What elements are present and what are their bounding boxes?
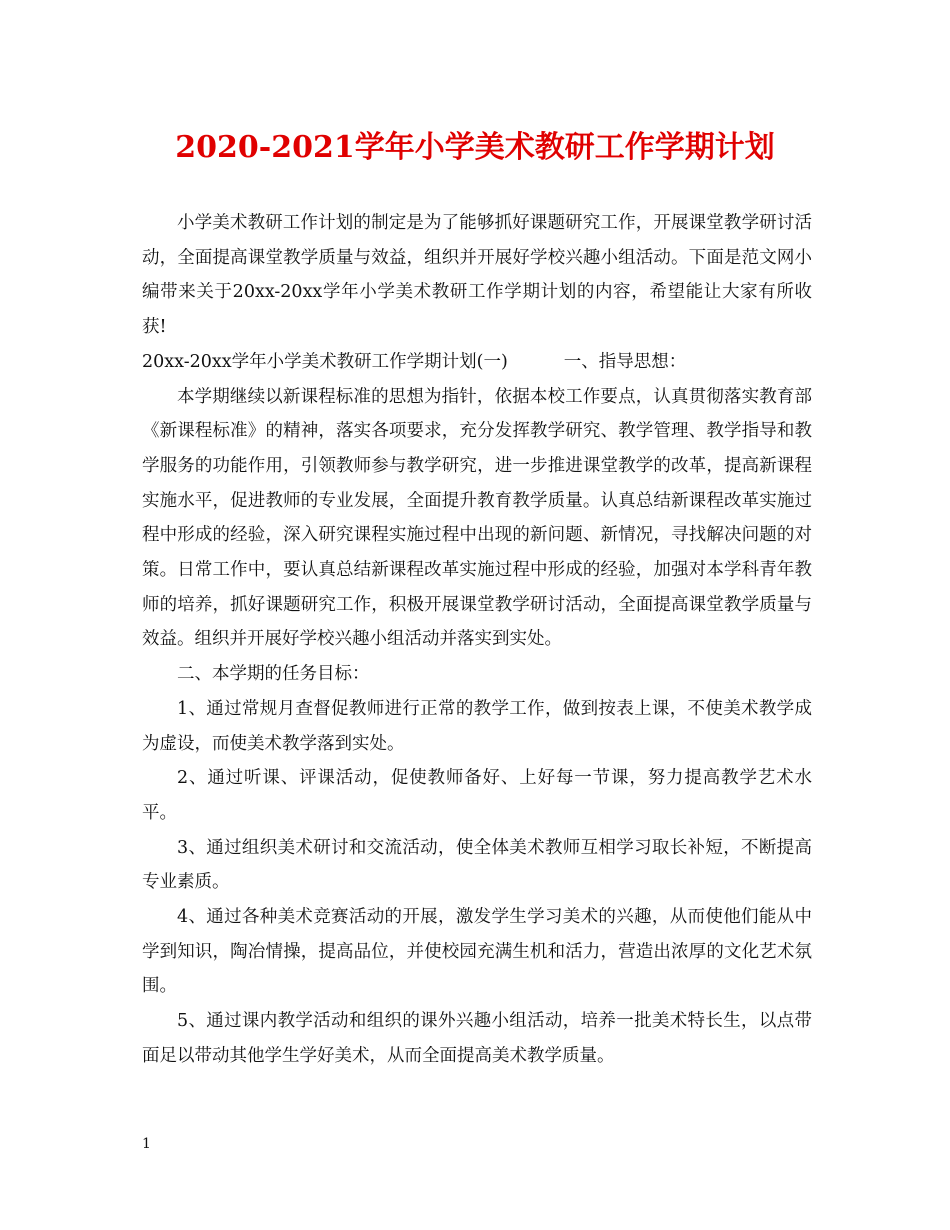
goal-item-4: 4、通过各种美术竞赛活动的开展，激发学生学习美术的兴趣，从而使他们能从中学到知识，陶冶情操，提高品位，并使校园充满生机和活力，营造出浓厚的文化艺术氛围。 — [142, 907, 812, 997]
goal-item-1: 1、通过常规月查督促教师进行正常的教学工作，做到按表上课，不使美术教学成为虚设，而使美术教学落到实处。 — [142, 698, 812, 754]
goal-item-2: 2、通过听课、评课活动，促使教师备好、上好每一节课，努力提高教学艺术水平。 — [142, 768, 812, 823]
section2-heading: 二、本学期的任务目标： — [177, 664, 370, 685]
section1-paragraph: 本学期继续以新课程标准的思想为指针，依据本校工作要点，认真贯彻落实教育部《新课程标准》的精神，落实各项要求，充分发挥教学研究、教学管理、教学指导和教学服务的功能作用，引领教师参与教学研究，进一步推进课堂教学的改革，提高新课程实施水平，促进教师的专业发展，全面提升教育教学质量。认真总结新课程改革实施过程中形成的经验，深入研究课程实施过程中出现的新问题、新情况，寻找解决问题的对策。日常工作中，要认真总结新课程改革实施过程中形成的经验，加强对本学科青年教师的培养，抓好课题研究工作，积极开展课堂教学研讨活动，全面提高课堂教学质量与效益。组织并开展好学校兴趣小组活动并落实到实处。 — [142, 386, 812, 650]
intro-paragraph: 小学美术教研工作计划的制定是为了能够抓好课题研究工作，开展课堂教学研讨活动，全面提高课堂教学质量与效益，组织并开展好学校兴趣小组活动。下面是范文网小编带来关于20xx-20xx学年小学美术教研工作学期计划的内容，希望能让大家有所收获! — [142, 213, 812, 338]
plan-heading-line — [142, 345, 812, 380]
section1-heading: 一、指导思想： — [563, 351, 687, 372]
goal-item-5: 5、通过课内教学活动和组织的课外兴趣小组活动，培养一批美术特长生，以点带面足以带动其他学生学好美术，从而全面提高美术教学质量。 — [142, 1011, 812, 1066]
goal-item-3: 3、通过组织美术研讨和交流活动，使全体美术教师互相学习取长补短，不断提高专业素质。 — [142, 837, 812, 893]
plan-heading: 20xx-20xx学年小学美术教研工作学期计划(一) — [142, 351, 508, 372]
document-body — [142, 206, 812, 1074]
document-title: 2020-2021学年小学美术教研工作学期计划 — [175, 130, 775, 165]
page-number: 1 — [142, 1136, 151, 1152]
